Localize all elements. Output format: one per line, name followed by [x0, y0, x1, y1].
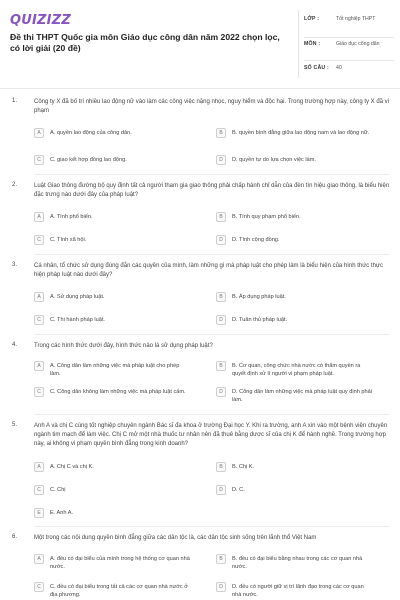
- option-letter-box: D: [216, 315, 226, 325]
- option-letter-box: D: [216, 387, 226, 397]
- option-letter-box: C: [34, 582, 44, 592]
- meta-label-count: SỐ CÂU :: [304, 65, 329, 71]
- option-text: A. Sử dụng pháp luật.: [50, 294, 105, 300]
- option-text: A. Chị C và chị K.: [50, 464, 94, 470]
- option-letter-box: B: [216, 292, 226, 302]
- question-separator: [34, 334, 390, 335]
- option-a[interactable]: [34, 292, 190, 302]
- option-text: B. Áp dụng pháp luật.: [232, 294, 286, 300]
- option-letter-box: C: [34, 155, 44, 165]
- option-d[interactable]: [216, 315, 372, 325]
- option-letter-box: C: [34, 387, 44, 397]
- option-text: C. Chị: [50, 487, 66, 493]
- option-text: A. quyền lao động của công dân.: [50, 130, 132, 136]
- meta-value-grade: Tốt nghiệp THPT: [336, 16, 376, 22]
- option-letter-box: B: [216, 212, 226, 222]
- option-text: C. Thi hành pháp luật.: [50, 317, 105, 323]
- question-number: 6.: [12, 534, 18, 540]
- option-text: B. đều có đại biểu bằng nhau trong các cơ quan nhà nước.: [232, 556, 363, 570]
- option-d[interactable]: [216, 582, 372, 599]
- option-c[interactable]: [34, 582, 190, 599]
- option-a[interactable]: [34, 462, 190, 472]
- option-text: B. Cơ quan, công chức nhà nước có thẩm quyền ra quyết định xử lí người vi phạm pháp luật.: [232, 363, 361, 377]
- option-letter-box: D: [216, 235, 226, 245]
- option-d[interactable]: [216, 485, 372, 495]
- option-letter-box: C: [34, 315, 44, 325]
- meta-value-subject: Giáo dục công dân: [336, 41, 380, 47]
- option-b[interactable]: [216, 292, 372, 302]
- option-a[interactable]: [34, 212, 190, 222]
- question-number: 5.: [12, 422, 18, 428]
- option-c[interactable]: [34, 485, 190, 495]
- option-d[interactable]: [216, 387, 372, 404]
- option-e[interactable]: [34, 508, 190, 518]
- meta-line: [304, 37, 394, 38]
- option-a[interactable]: [34, 128, 190, 138]
- question-number: 1.: [12, 98, 18, 104]
- option-c[interactable]: [34, 387, 190, 397]
- option-letter-box: B: [216, 554, 226, 564]
- option-letter-box: A: [34, 554, 44, 564]
- header-rule: [0, 88, 400, 89]
- option-c[interactable]: [34, 155, 190, 165]
- option-text: B. Tính quy phạm phổ biến.: [232, 214, 301, 220]
- option-d[interactable]: [216, 155, 372, 165]
- option-text: A. đều có đại biểu của mình trong hệ thống cơ quan nhà nước.: [50, 556, 190, 570]
- question-text: Cá nhân, tổ chức sử dụng đúng đắn các quyền của mình, làm những gì mà pháp luật cho phép làm là biểu hiện của hình thức thực hiện pháp luật nào dưới đây?: [34, 263, 383, 278]
- meta-value-count: 40: [336, 65, 342, 71]
- option-b[interactable]: [216, 212, 372, 222]
- question-separator: [34, 254, 390, 255]
- option-a[interactable]: [34, 554, 190, 571]
- option-b[interactable]: [216, 128, 372, 138]
- quizizz-logo: [10, 12, 71, 28]
- option-b[interactable]: [216, 554, 372, 571]
- option-letter-box: B: [216, 361, 226, 371]
- option-text: D. đều có người giữ vị trí lãnh đạo trong các cơ quan nhà nước.: [232, 584, 364, 598]
- option-letter-box: D: [216, 155, 226, 165]
- option-b[interactable]: [216, 462, 372, 472]
- option-letter-box: A: [34, 292, 44, 302]
- option-b[interactable]: [216, 361, 372, 378]
- meta-label-grade: LỚP :: [304, 16, 320, 22]
- option-text: C. Tính xã hội.: [50, 237, 87, 243]
- option-text: D. Tuân thủ pháp luật.: [232, 317, 288, 323]
- option-text: C. Công dân không làm những việc mà pháp luật cấm.: [50, 389, 186, 395]
- option-letter-box: E: [34, 508, 44, 518]
- question-number: 4.: [12, 342, 18, 348]
- question-number: 3.: [12, 262, 18, 268]
- question-separator: [34, 526, 390, 527]
- meta-row-grade: [304, 16, 394, 23]
- option-letter-box: C: [34, 485, 44, 495]
- meta-divider: [298, 10, 299, 78]
- option-text: A. Công dân làm những việc mà pháp luật cho phép làm.: [50, 363, 180, 377]
- question-text: Trong các hình thức dưới đây, hình thức nào là sử dụng pháp luật?: [34, 343, 213, 349]
- meta-line: [304, 60, 394, 61]
- option-text: C. giao kết hợp đồng lao động.: [50, 157, 127, 163]
- option-text: D. Tính cộng đồng.: [232, 237, 280, 243]
- question-number: 2.: [12, 182, 18, 188]
- meta-row-subject: [304, 41, 394, 48]
- option-d[interactable]: [216, 235, 372, 245]
- option-text: D. C.: [232, 487, 245, 493]
- logo-text: QUIZIZZ: [10, 12, 71, 28]
- option-text: D. quyền tự do lựa chọn việc làm.: [232, 157, 316, 163]
- meta-label-subject: MÔN :: [304, 41, 321, 47]
- option-letter-box: D: [216, 582, 226, 592]
- option-letter-box: A: [34, 212, 44, 222]
- option-c[interactable]: [34, 315, 190, 325]
- option-text: E. Anh A.: [50, 510, 74, 516]
- option-letter-box: B: [216, 462, 226, 472]
- option-letter-box: A: [34, 462, 44, 472]
- question-text: Một trong các nội dung quyền bình đẳng giữa các dân tộc là, các dân tộc sinh sống trên lãnh thổ Việt Nam: [34, 535, 317, 541]
- question-separator: [34, 414, 390, 415]
- option-letter-box: C: [34, 235, 44, 245]
- question-separator: [34, 174, 390, 175]
- option-text: A. Tính phổ biến.: [50, 214, 93, 220]
- document-title: Đề thi THPT Quốc gia môn Giáo dục công dân năm 2022 chọn lọc, có lời giải (20 đề): [10, 32, 280, 53]
- question-text: Công ty X đã bố trí nhiều lao động nữ vào làm các công việc nặng nhọc, nguy hiểm và độc hại. Trong trường hợp này, công ty X đã vi phạm: [34, 99, 389, 114]
- option-letter-box: A: [34, 128, 44, 138]
- option-letter-box: A: [34, 361, 44, 371]
- question-text: Luật Giao thông đường bộ quy định tất cả người tham gia giao thông phải chấp hành chỉ dẫn của đèn tín hiệu giao thông, là biểu hiện đặc trưng nào dưới đây của pháp luật?: [34, 183, 390, 198]
- question-text: Anh A và chị C cùng tốt nghiệp chuyên ngành Bác sĩ đa khoa ở trường Đại học Y. Khi ra trường, anh A xin vào một bệnh viện chuyên ngành tim mạch để làm việc. Chị C mở một nhà thuốc tư nhân nên đã thuê bằng dược sĩ của chị K để hành nghề. Trong trường hợp này, ai không vi phạm quyền bình đẳng trong kinh doanh?: [34, 423, 388, 447]
- meta-row-question-count: [304, 65, 394, 72]
- option-letter-box: B: [216, 128, 226, 138]
- document-header: [0, 0, 400, 88]
- option-a[interactable]: [34, 361, 190, 378]
- option-text: B. Chị K.: [232, 464, 255, 470]
- option-c[interactable]: [34, 235, 190, 245]
- option-text: D. Công dân làm những việc mà pháp luật quy định phải làm.: [232, 389, 372, 403]
- option-text: B. quyền bình đẳng giữa lao động nam và lao động nữ.: [232, 130, 370, 136]
- option-letter-box: D: [216, 485, 226, 495]
- option-text: C. đều có đại biểu trong tất cả các cơ quan nhà nước ở địa phương.: [50, 584, 188, 598]
